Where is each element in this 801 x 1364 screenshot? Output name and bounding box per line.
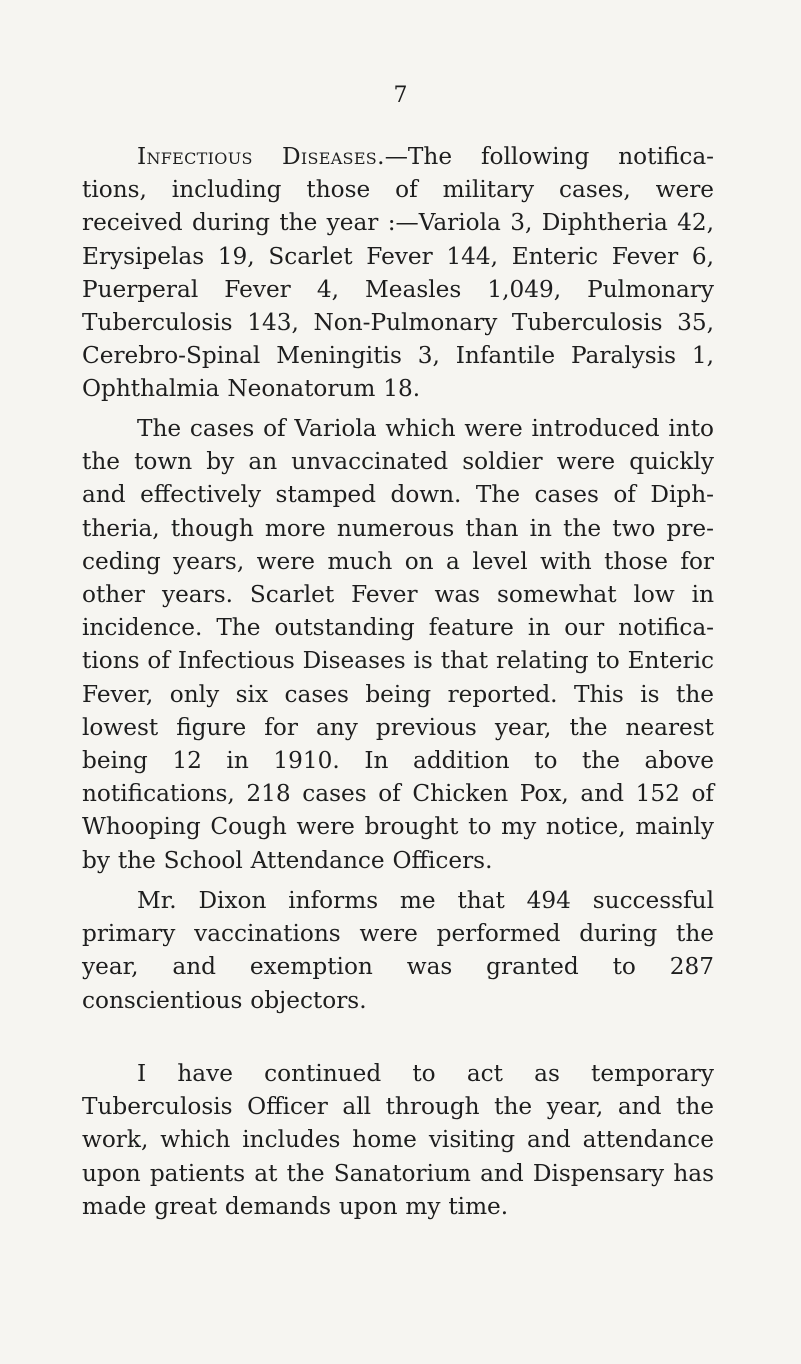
paragraph-text: —The following notifica-tions, including those of military cases, were received during the year :—Variola 3, Diphtheria 42, Erysipelas 19, Scarlet Fever 144, Enteric Fever 6, Puerperal Fever 4, Measles 1,049, Pulmonary Tuberculosis 143, Non-Pulmonary Tuberculosis 35, Cerebro-Spinal Meningitis 3, Infantile Paralysis 1, Ophthalmia Neonatorum 18. <box>82 143 714 403</box>
section-heading: Infectious Diseases. <box>137 143 385 170</box>
paragraph-variola-cases: The cases of Variola which were introduced into the town by an unvaccinated soldier were quickly and effectively stamped down. The cases of Diph-theria, though more numerous than in the two pre-ceding years, were much on a level with those for other years. Scarlet Fever was somewhat low in incidence. The outstanding feature in our notifica-tions of Infectious Diseases is that relating to Enteric Fever, only six cases being reported. This is the lowest figure for any previous year, the nearest being 12 in 1910. In addition to the above notifications, 218 cases of Chicken Pox, and 152 of Whooping Cough were brought to my notice, mainly by the School Attendance Officers. <box>82 415 714 874</box>
paragraph-vaccinations: Mr. Dixon informs me that 494 successful primary vaccinations were performed during the year, and exemption was granted to 287 conscientious objectors. <box>82 887 714 1014</box>
paragraph-infectious-diseases <box>82 140 714 406</box>
paragraph-tuberculosis-officer: I have continued to act as temporary Tuberculosis Officer all through the year, and the work, which includes home visiting and attendance upon patients at the Sanatorium and Dispensary has made great demands upon my time. <box>82 1060 714 1220</box>
page-number: 7 <box>393 83 408 108</box>
